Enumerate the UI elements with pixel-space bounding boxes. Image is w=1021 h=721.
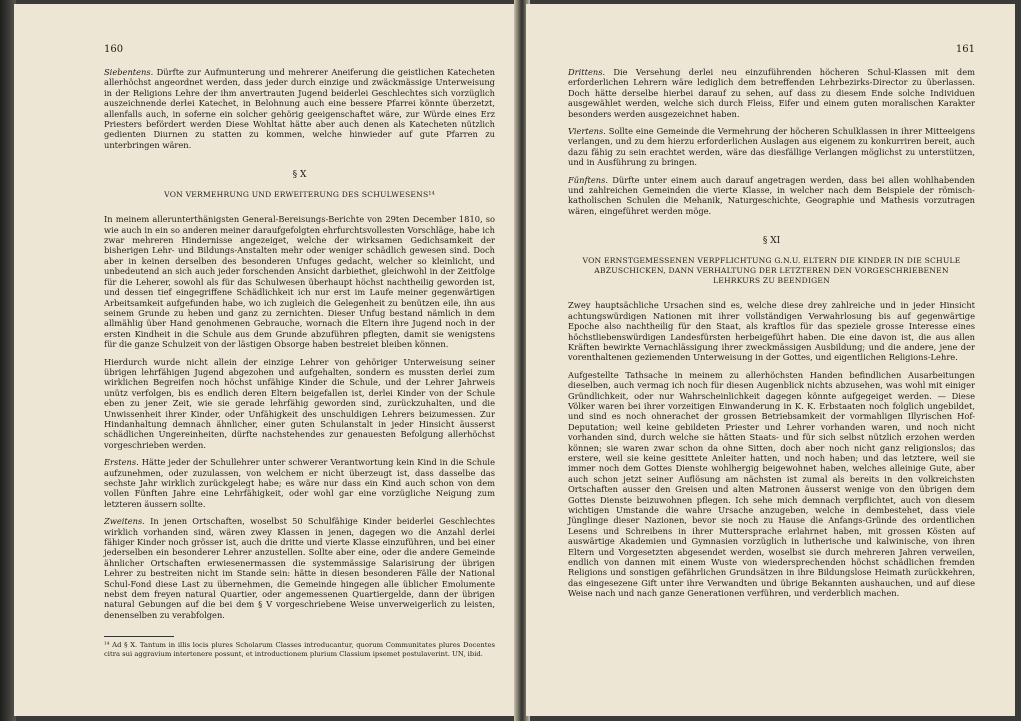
section-heading: VON VERMEHRUNG UND ERWEITERUNG DES SCHULWESENS¹⁴ xyxy=(164,190,435,200)
paragraph: Aufgestellte Tathsache in meinem zu allerhöchsten Handen befindlichen Ausarbeitungen dieselben, auch vermag ich noch für diesen Augenblick nichts abzusehen, was wohl mit einiger Gründlichkeit, oder nur Wahrscheinlichkeit dagegen könnte aufgegeiget werden. — Diese Völker waren bei ihrer vorzeitigen Einwanderung in K. K. Erbstaaten noch folglich ungebildet, und sind es noch ohnerachet der grossen Betriebsamkeit der vormahligen Illyrischen Hof-Deputation; weil keine gebildeten Priester und Lehrer vorhanden waren, und noch nicht vorhanden sind, durch welche sie hätten Staats- und für sich selbst nützlich erzohen werden können; sie waren zwar schon da ohne Sitten, doch aber noch nicht ganz religionslos; das erstere, weil sie keine gesittete Anleiter hatten, und noch haben; und das letztere, weil sie immer noch dem Gottes Dienste wohlhergig beigewohnet haben, welches alleinige Gute, aber auch schon jetzt seiner Auflösung am nächsten ist zumal als bereits in den volkreichsten Ortschaften ausser den Greisen und alten Matronen äusserst wenige von den übrigen dem Gottes Dienste beizuwohnen pflegen. Ich sehe mich demnach verpflichtet, auch von diesem wichtigen Umstande die wahre Ursache anzugeben, welche in dembestehet, dass viele Jünglinge dieser Nazionen, bevor sie noch zu Hause die Anfangs-Gründe des ordentlichen Lesens und Schreibens in ihrer Muttersprache erlahrnet haben, mit grossen Kösten auf auswärtige Akademien und Gymnasien vorzüglich in lutherische und kalwinische, von ihren Eltern und Vorgesetzten abgesendet werden, woselbst sie durch mehreren Jahren verweilen, endlich von dannen mit einem Wuste von wiedersprechenden höchst schädlichen fremden Religions und sonstigen gefährlichen Grundsätzen in ihre Bildungslose Heimath zurückkehren, das eingesezene Gift unter ihre Verwandten und übrige Bekannten aushauchen, und auf diese Weise nach und nach ganze Generationen verführen, und verderblich machen. xyxy=(568,369,975,599)
page-number: 161 xyxy=(955,44,975,55)
paragraph-text: Hätte jeder der Schullehrer unter schwerer Verantwortung kein Kind in die Schule aufzunehmen, oder zuzulassen, von welchem er nicht überzeugt ist, dass dasselbe das sechste Jahr wirklich zurückgelegt habe; es wäre nur dass ein Kind auch schon von dem vollen Fünften Jahre eine Lehrfähigkeit, oder wohl gar eine vorzügliche Neigung zum letzteren äussern sollte. xyxy=(104,457,495,509)
paragraph-lead: Fünftens. xyxy=(568,174,608,185)
paragraph xyxy=(568,67,975,119)
paragraph-text: In jenen Ortschaften, woselbst 50 Schulfähige Kinder beiderlei Geschlechtes wirklich vorhanden sind, wären zwey Klassen in jenen, dagegen wo die Anzahl derlei fähiger Kinder noch grösser ist, auch die dritte und vierte Klasse einzuführen, und bei einer jederselben ein besonderer Lehrer anzustellen. Sollte aber eine, oder die andere Gemeinde ähnlicher Ortschaften erwiesenermassen die systemmässige Salarisirung der übrigen Lehrer zu bestreiten nicht im Stande sein: hätte in diesen besonderen Fälle der National Schul-Fond diese Last zu übernehmen, die Gemeinde hingegen alle üblicher Emolumente nebst dem freyen natural Quartier, oder angemessenen Quartiergelde, dann der übrigen natural Gebungen auf die bei dem § V vorgeschriebene Weise unverweigerlich zu leisten, denenselben zu verabfolgen. xyxy=(104,516,496,620)
paragraph xyxy=(104,457,495,509)
page-number: 160 xyxy=(104,44,124,55)
paragraph xyxy=(568,175,975,217)
right-page xyxy=(526,4,1015,716)
paragraph: Zwey hauptsächliche Ursachen sind es, welche diese drey zahlreiche und in jeder Hinsicht achtungswürdigen Nationen mit ihrer vollständigen Verwahrlosung bis auf gegenwärtige Epoche also nachtheilig für den Staat, als kraftlos für das speziele grosse Interesse eines höchstliebenswürdigen Landesfürsten herbeigeführt haben. Die eine davon ist, die aus allen Kräften bewirkte Vernachlässigung ihrer zweckmässigen Ausbildung; und die andere, jene der vorenthaltenen gezìemenden Unterweisung in der Gottes, und eigentlichen Religions-Lehre. xyxy=(568,300,975,363)
paragraph-lead: Siebentens. xyxy=(104,67,154,77)
left-page xyxy=(14,4,519,716)
section-number: § X xyxy=(292,170,307,181)
paragraph-lead: Erstens. xyxy=(104,457,139,468)
footnote-rule xyxy=(104,636,174,637)
paragraph-lead: Drittens. xyxy=(568,67,606,77)
paragraph-text: Dürfte unter einem auch darauf angetragen werden, dass bei allen wohlhabenden und zahlreichen Gemeinden die vierte Klasse, in welcher nach dem Beispiele der römisch-katholischen Schulen die Mehanik, Naturgeschichte, Geographie und Mathesis vorzutragen wären, eingeführet werden möge. xyxy=(568,174,975,216)
paragraph-lead: Viertens. xyxy=(568,126,606,137)
paragraph xyxy=(568,126,975,168)
paragraph-text: Die Versehung derlei neu einzuführenden höcheren Schul-Klassen mit dem erforderlichen Lehrern wäre lediglich dem betreffenden Lehrbezirks-Director zu überlassen. Doch hätte derselbe hierbei darauf zu sehen, auf dass zu diesem Ende solche Individuen ausgewählet werden, welche sich durch Fleiss, Eifer und einem guten moralischen Karakter besonders werden ausgezeichnet haben. xyxy=(568,67,975,119)
section-number: § XI xyxy=(762,236,781,247)
footnote: ¹⁴ Ad § X. Tantum in illis locis plures Scholarum Classes introducantur, quorum Communitates plures Docentes citra sui aggravium intertenere possunt, et introductionem plurium Classium ipsemet postulaverint. UN, ibid. xyxy=(104,641,495,658)
section-heading: VON ERNSTGEMESSENEN VERPFLICHTUNG G.N.U. ELTERN DIE KINDER IN DIE SCHULE ABZUSCHICKEN, DANN VERHALTUNG DER LETZTEREN DEN VORGESCHRIEBENEN LEHRKURS ZU BEENDIGEN xyxy=(582,256,961,286)
paragraph xyxy=(104,67,495,150)
paragraph: Hierdurch wurde nicht allein der einzige Lehrer von gehöriger Unterweisung seiner übrigen lehrfähigen Jugend abgezohen und aufgehalten, sondern es mussten derlei zum wirklichen Begreifen noch höchst unfähige Kinder die Schule, und der Lehrer Jahrweis unütz verfolgen, bis es endlich deren Eltern beigefallen ist, derlei Kinder von der Schule eben zu jener Zeit, wie sie gerade lehrfähig geworden sind, zurückzuhalten, und die Unwissenheit ihrer Kinder, oder Unfähigkeit des unschuldigen Lehrers beizumessen. Zur Hindanhaltung demnach ähnlicher, einer guten Schulanstalt in jeder Hinsicht äusserst schädlichen Ungereinheiten, dürfte nachstehendes zur genauesten Befolgung allerhöchst vorgeschrieben werden. xyxy=(104,356,495,450)
paragraph-text: Sollte eine Gemeinde die Vermehrung der höcheren Schulklassen in ihrer Mitteeigens verlangen, und zu dem hierzu erforderlichen Auslagen aus eigenem zu konkurriren bereit, auch dazu fähig zu sein erachtet werden, wäre das diesfällige Verlangen möglichst zu unterstützen, und in Ausführung zu bringen. xyxy=(568,126,976,168)
paragraph: In meinem allerunterthänigsten General-Bereisungs-Berichte von 29ten December 1810, so wie auch in ein so anderen meiner daraufgefolgten ehrfurchtsvollesten Vorschläge, habe ich zwar mehreren Hindernisse angezeiget, welche der wirksamen Gedichsamkeit der bisherigen Lehr- und Bildungs-Anstalten mehr oder weniger schädlich gewesen sind. Doch aber in keinen derselben des besonderen Unfuges gedacht, welcher so kleinlicht, und unbedeutend an sich auch jeder forschenden Ansicht darbiethet, gleichwohl in der Zeitfolge für die Leherer, sowohl als für das Schulwesen überhaupt höchst nachtheilig geworden ist, und dessen tief eingegriffene Schädlichkeit ich nur erst im Laufe meiner gegenwärtigen Arbeitsamkeit aufgefunden habe, wo ich zugleich die Gelegenheit zu benützen eile, ihn aus seinem Grunde zu heben und ganz zu zernichten. Dieser Unfug bestand nämlich in dem allmählig über Hand genohmenen Gebrauche, wornach die Eltern ihre Jugend noch in der ersten Kindheit in die Schule aus dem Grunde abzuführen pflegten, damit sie wenigstens für die ganze Schulzeit von der lästigen Obsorge haben bestreiet bleiben können. xyxy=(104,214,495,350)
paragraph xyxy=(104,516,495,620)
paragraph-lead: Zweitens. xyxy=(104,516,145,527)
paragraph-text: Dürfte zur Aufmunterung und mehrerer Aneiferung die geistlichen Katecheten allerhöchst angeordnet werden, dass jeder durch einzige und zwäckmässige Unterweisung in der Religions Lehre der ihm anvertrauten Jugend beiderlei Geschlechtes sich vorzüglich auszeichnende derlei Katechet, in Belohnung auch eine bessere Pfarrei könnte überzetzt, allenfalls auch, in soferne ein solcher gehörig geeigenschaftet wäre, zur Würde eines Erz Priesters befördert werden Diese Wohltat hätte aber auch denen als Katecheten nützlich gedienten Diurnen zu statten zu kommen, welche hinwieder auf gute Pfarren zu unterbringen wären. xyxy=(104,67,496,150)
